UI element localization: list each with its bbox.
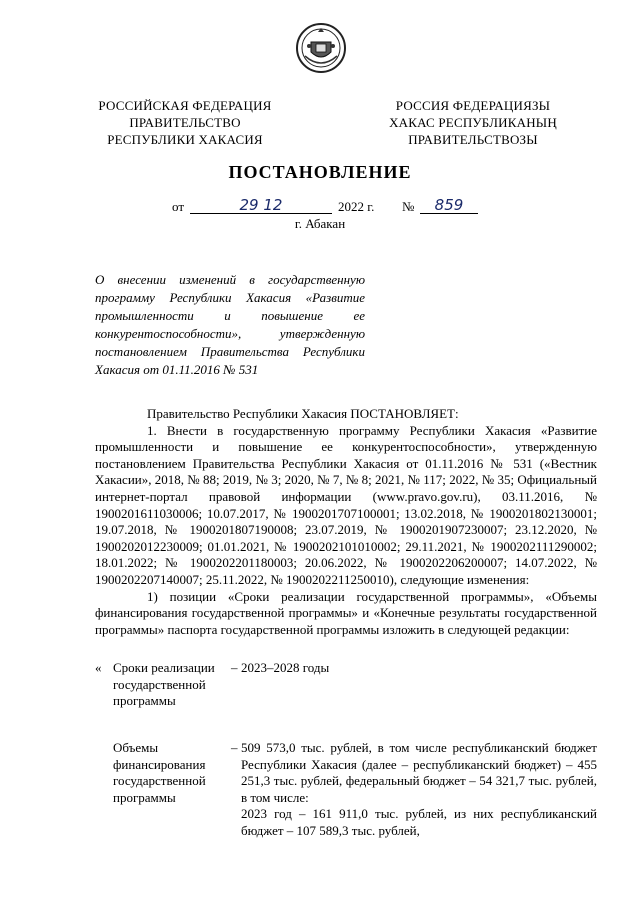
header-left-line: ПРАВИТЕЛЬСТВО: [129, 115, 241, 130]
open-quote: «: [95, 660, 102, 675]
body-paragraph: 1) позиции «Сроки реализации государственной программы», «Объемы финансирования государственной программы» и «Конечные результаты государственной программы» паспорта государственной программы изложить в следующей редакции:: [95, 588, 597, 637]
city-label: г. Абакан: [294, 216, 346, 231]
header-left-block: [95, 97, 275, 148]
table-row: [95, 740, 597, 850]
header-right-line: ХАКАС РЕСПУБЛИКАНЫҢ: [389, 115, 557, 130]
row-dash: –: [231, 740, 238, 755]
document-body: [95, 406, 597, 638]
header-left-line: РЕСПУБЛИКИ ХАКАСИЯ: [107, 132, 263, 147]
date-year: 2022 г.: [338, 199, 375, 214]
row-label: Сроки реализации государственной программы: [113, 660, 215, 708]
row-value: [241, 740, 597, 839]
body-paragraph: 1. Внести в государственную программу Республики Хакасия «Развитие промышленности и повышение ее конкурентоспособности», утвержденную постановлением Правительства Республики Хакасия от 01.11.2016 № 531 («Вестник Хакасии», 2018, № 88; 2019, № 3; 2020, № 7, № 8; 2021, № 117; 2022, № 35; Официальный интернет-портал правовой информации (www.pravo.gov.ru), 03.11.2016, № 1900201611030006; 10.07.2017, № 1900201707100001; 13.02.2018, № 1900201802130001; 19.07.2018, № 1900201807190008; 23.07.2019, № 1900201907230007; 23.12.2020, № 1900202012230009; 01.01.2021, № 1900202101010002; 29.11.2021, № 1900202111290002; 18.01.2022; № 1900202201180003; 20.06.2022, № 1900202206200007; 14.07.2022, № 1900202207140007; 25.11.2022, № 1900202211250010), следующие изменения:: [95, 422, 597, 587]
row-value-line: 509 573,0 тыс. рублей, в том числе республиканский бюджет Республики Хакасия (далее – республиканский бюджет) – 455 251,3 тыс. рублей, федеральный бюджет – 54 321,7 тыс. рублей, в том числе:: [241, 740, 597, 805]
table-row: [95, 660, 597, 740]
number-sign: №: [402, 199, 415, 214]
body-paragraph: Правительство Республики Хакасия ПОСТАНОВЛЯЕТ:: [147, 406, 459, 421]
row-label: Объемы финансирования государственной программы: [113, 740, 206, 805]
header-left-line: РОССИЙСКАЯ ФЕДЕРАЦИЯ: [98, 98, 272, 113]
document-subject: О внесении изменений в государственную программу Республики Хакасия «Развитие промышленности и повышение ее конкурентоспособности», утвержденную постановлением Правительства Республики Хакасия от 01.11.2016 № 531: [95, 272, 365, 377]
row-dash: –: [231, 660, 238, 675]
row-value: 2023–2028 годы: [241, 660, 330, 675]
passport-table: [95, 660, 597, 850]
header-right-line: РОССИЯ ФЕДЕРАЦИЯЗЫ: [395, 98, 551, 113]
row-value-line: 2023 год – 161 911,0 тыс. рублей, из них республиканский бюджет – 107 589,3 тыс. рублей,: [241, 806, 597, 838]
header-right-line: ПРАВИТЕЛЬСТВОЗЫ: [408, 132, 538, 147]
date-prefix: от: [172, 199, 185, 214]
handwritten-date: 29 12: [190, 196, 332, 214]
header-right-block: [378, 97, 568, 148]
handwritten-number: 859: [420, 196, 478, 214]
coat-of-arms-emblem: [295, 22, 347, 74]
document-title: ПОСТАНОВЛЕНИЕ: [228, 162, 412, 182]
